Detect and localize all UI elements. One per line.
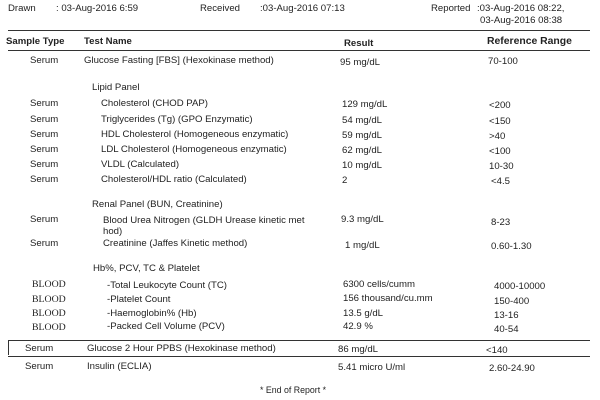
result-value: 86 mg/dL: [338, 344, 379, 355]
section-lipid-panel: Lipid Panel: [92, 82, 140, 93]
test-name: Cholesterol/HDL ratio (Calculated): [101, 174, 247, 185]
test-name: LDL Cholesterol (Homogeneous enzymatic): [101, 144, 287, 155]
col-reference-range: Reference Range: [487, 36, 572, 47]
section-hb-pcv-tc-platelet: Hb%, PCV, TC & Platelet: [93, 263, 200, 274]
sample-type: Serum: [30, 98, 59, 109]
reported-label: Reported: [431, 3, 471, 14]
reference-range: 10-30: [489, 161, 514, 172]
sample-type: BLOOD: [32, 279, 66, 290]
ppbs-bottom-rule: [8, 356, 590, 357]
top-rule: [8, 30, 590, 31]
reference-range: 0.60-1.30: [491, 241, 532, 252]
col-result: Result: [344, 38, 374, 49]
reported-value-line1: :03-Aug-2016 08:22,: [477, 3, 565, 14]
test-name: Blood Urea Nitrogen (GLDH Urease kinetic met: [103, 215, 305, 226]
reference-range: 150-400: [494, 296, 530, 307]
sample-type: Serum: [25, 361, 54, 372]
test-name: Cholesterol (CHOD PAP): [101, 98, 208, 109]
header-rule: [8, 50, 590, 51]
result-value: 129 mg/dL: [342, 99, 388, 110]
reference-range: <4.5: [491, 176, 510, 187]
section-renal-panel: Renal Panel (BUN, Creatinine): [92, 199, 223, 210]
sample-type: Serum: [30, 129, 59, 140]
result-value: 62 mg/dL: [342, 145, 383, 156]
result-value: 9.3 mg/dL: [341, 214, 384, 225]
sample-type: BLOOD: [32, 322, 66, 333]
reference-range: 40-54: [494, 324, 519, 335]
sample-type: Serum: [30, 174, 59, 185]
reference-range: <150: [489, 116, 511, 127]
end-of-report: * End of Report *: [260, 385, 327, 395]
test-name: Insulin (ECLIA): [87, 361, 152, 372]
result-value: 95 mg/dL: [340, 57, 381, 68]
test-name: Creatinine (Jaffes Kinetic method): [103, 238, 248, 249]
drawn-label: Drawn: [8, 3, 36, 14]
result-value: 156 thousand/cu.mm: [343, 293, 433, 304]
sample-type: Serum: [25, 343, 54, 354]
ppbs-left-rule: [8, 340, 9, 355]
reference-range: 2.60-24.90: [489, 363, 535, 374]
ppbs-top-rule: [8, 340, 590, 341]
result-value: 59 mg/dL: [342, 130, 383, 141]
test-name: -Packed Cell Volume (PCV): [107, 321, 225, 332]
test-name: -Platelet Count: [107, 294, 171, 305]
col-test-name: Test Name: [84, 36, 132, 47]
result-value: 42.9 %: [343, 321, 373, 332]
test-name: Glucose Fasting [FBS] (Hexokinase method): [84, 55, 274, 66]
test-name: Glucose 2 Hour PPBS (Hexokinase method): [87, 343, 276, 354]
sample-type: Serum: [30, 144, 59, 155]
col-sample-type: Sample Type: [6, 36, 65, 47]
sample-type: Serum: [30, 238, 59, 249]
result-value: 10 mg/dL: [342, 160, 383, 171]
reference-range: 8-23: [491, 217, 511, 228]
sample-type: Serum: [30, 159, 59, 170]
reference-range: <100: [489, 146, 511, 157]
result-value: 2: [342, 175, 348, 186]
sample-type: Serum: [30, 114, 59, 125]
received-label: Received: [200, 3, 240, 14]
sample-type: BLOOD: [32, 308, 66, 319]
test-name: -Haemoglobin% (Hb): [107, 308, 197, 319]
reference-range: <200: [489, 100, 511, 111]
result-value: 6300 cells/cumm: [343, 279, 415, 290]
reported-value-line2: 03-Aug-2016 08:38: [480, 15, 563, 26]
test-name: -Total Leukocyte Count (TC): [107, 280, 227, 291]
reference-range: >40: [489, 131, 506, 142]
received-value: :03-Aug-2016 07:13: [260, 3, 345, 14]
reference-range: 70-100: [488, 56, 518, 67]
test-name-continued: hod): [103, 226, 123, 237]
sample-type: BLOOD: [32, 294, 66, 305]
test-name: Triglycerides (Tg) (GPO Enzymatic): [101, 114, 253, 125]
reference-range: 4000-10000: [494, 281, 546, 292]
sample-type: Serum: [30, 214, 59, 225]
reference-range: <140: [486, 345, 508, 356]
result-value: 54 mg/dL: [342, 115, 383, 126]
result-value: 5.41 micro U/ml: [338, 362, 406, 373]
test-name: HDL Cholesterol (Homogeneous enzymatic): [101, 129, 289, 140]
reference-range: 13-16: [494, 310, 519, 321]
test-name: VLDL (Calculated): [101, 159, 180, 170]
result-value: 1 mg/dL: [345, 240, 380, 251]
result-value: 13.5 g/dL: [343, 308, 384, 319]
drawn-value: : 03-Aug-2016 6:59: [56, 3, 139, 14]
sample-type: Serum: [30, 55, 59, 66]
